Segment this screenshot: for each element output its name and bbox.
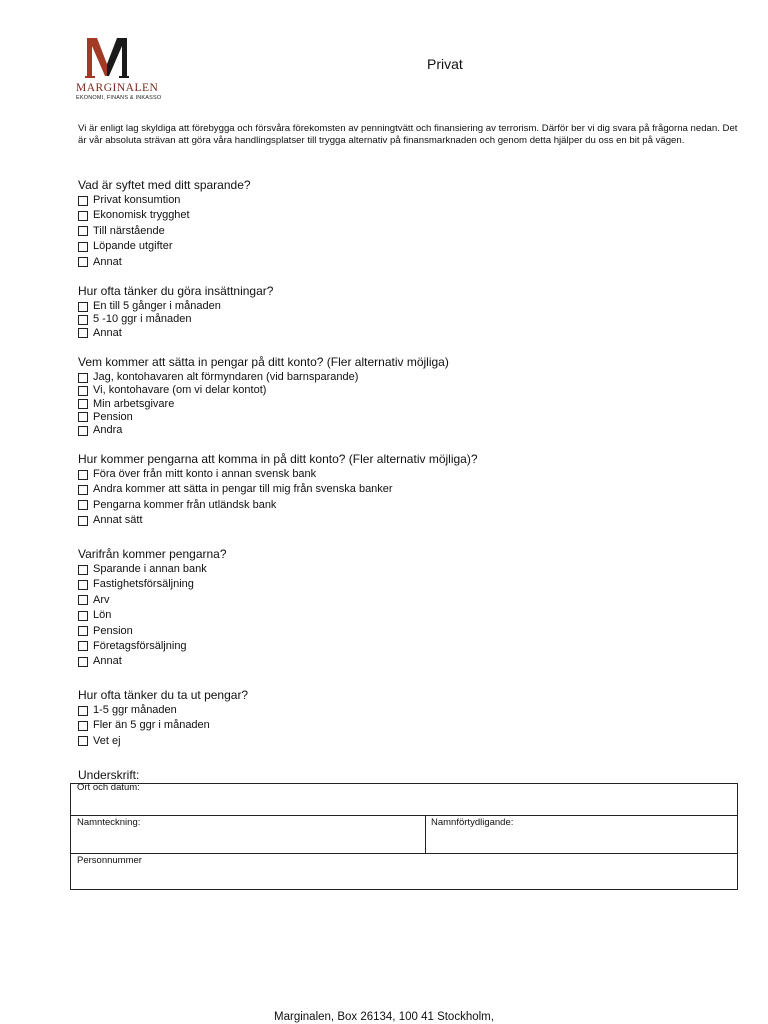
signature-heading: Underskrift: xyxy=(78,768,140,782)
intro-text: Vi är enligt lag skyldiga att förebygga och försvåra förekomsten av penningtvätt och finansiering av terrorism. Därför ber vi dig svara på frågorna nedan. Det är vår absoluta strävan att göra våra handlingsplatser till trygga alternativ på finansmarknaden och genom detta hjälper du oss en bit på vägen. xyxy=(78,123,738,146)
option-row[interactable] xyxy=(78,194,251,207)
checkbox[interactable] xyxy=(78,242,88,252)
option-label: Andra kommer att sätta in pengar till mig från svenska banker xyxy=(93,483,393,496)
company-logo xyxy=(76,36,166,101)
option-row[interactable] xyxy=(78,411,449,424)
option-label: Andra xyxy=(93,424,123,437)
checkbox[interactable] xyxy=(78,500,88,510)
option-label: Annat xyxy=(93,326,122,339)
question-section xyxy=(78,355,449,437)
option-row[interactable] xyxy=(78,719,248,732)
option-label: 1-5 ggr månaden xyxy=(93,704,177,716)
option-row[interactable] xyxy=(78,300,273,313)
checkbox[interactable] xyxy=(78,626,88,636)
option-label: Vi, kontohavare (om vi delar kontot) xyxy=(93,384,267,397)
checkbox[interactable] xyxy=(78,611,88,621)
checkbox[interactable] xyxy=(78,373,88,383)
option-label: Vet ej xyxy=(93,734,121,747)
personal-number-label: Personnummer xyxy=(77,855,142,866)
checkbox[interactable] xyxy=(78,470,88,480)
checkbox[interactable] xyxy=(78,595,88,605)
checkbox[interactable] xyxy=(78,257,88,267)
question-label: Hur ofta tänker du ta ut pengar? xyxy=(78,688,249,702)
checkbox[interactable] xyxy=(78,565,88,575)
checkbox[interactable] xyxy=(78,328,88,338)
signature-table xyxy=(70,783,738,890)
checkbox[interactable] xyxy=(78,657,88,667)
option-row[interactable] xyxy=(78,483,478,496)
checkbox[interactable] xyxy=(78,516,88,526)
option-label: Föra över från mitt konto i annan svensk bank xyxy=(93,468,317,480)
option-row[interactable] xyxy=(78,313,273,326)
checkbox[interactable] xyxy=(78,721,88,731)
option-row[interactable] xyxy=(78,225,251,238)
option-row[interactable] xyxy=(78,563,227,576)
option-label: Företagsförsäljning xyxy=(93,639,187,652)
place-date-label: Ort och datum: xyxy=(77,782,140,793)
option-label: Privat konsumtion xyxy=(93,194,181,206)
option-row[interactable] xyxy=(78,327,273,340)
question-label: Vad är syftet med ditt sparande? xyxy=(78,178,251,192)
option-label: Löpande utgifter xyxy=(93,240,173,253)
logo-m-mark-icon xyxy=(84,36,130,80)
option-row[interactable] xyxy=(78,514,478,527)
checkbox[interactable] xyxy=(78,412,88,422)
option-label: Pengarna kommer från utländsk bank xyxy=(93,498,277,511)
page-title: Privat xyxy=(427,56,463,72)
place-date-field[interactable] xyxy=(71,784,737,816)
option-row[interactable] xyxy=(78,256,251,269)
question-section xyxy=(78,452,478,527)
option-label: Fler än 5 ggr i månaden xyxy=(93,719,210,732)
option-row[interactable] xyxy=(78,240,251,253)
option-row[interactable] xyxy=(78,371,449,384)
checkbox[interactable] xyxy=(78,736,88,746)
option-row[interactable] xyxy=(78,625,227,638)
logo-tagline: EKONOMI, FINANS & INKASSO xyxy=(76,95,162,101)
option-label: 5 -10 ggr i månaden xyxy=(93,313,192,326)
question-section xyxy=(78,284,273,340)
option-label: Annat xyxy=(93,655,122,668)
option-label: Sparande i annan bank xyxy=(93,563,207,575)
question-section xyxy=(78,688,248,748)
option-row[interactable] xyxy=(78,594,227,607)
option-row[interactable] xyxy=(78,384,449,397)
option-label: Ekonomisk trygghet xyxy=(93,209,190,222)
option-label: Annat xyxy=(93,255,122,268)
cell-divider xyxy=(425,815,426,853)
question-label: Varifrån kommer pengarna? xyxy=(78,547,227,561)
option-label: Arv xyxy=(93,593,110,606)
option-row[interactable] xyxy=(78,735,248,748)
option-row[interactable] xyxy=(78,640,227,653)
signature-row xyxy=(71,816,737,854)
checkbox[interactable] xyxy=(78,706,88,716)
option-row[interactable] xyxy=(78,499,478,512)
option-label: Annat sätt xyxy=(93,514,143,527)
footer-address: Marginalen, Box 26134, 100 41 Stockholm, xyxy=(274,1011,494,1023)
question-label: Vem kommer att sätta in pengar på ditt konto? (Fler alternativ möjliga) xyxy=(78,355,449,369)
option-row[interactable] xyxy=(78,209,251,222)
option-label: Min arbetsgivare xyxy=(93,397,175,410)
checkbox[interactable] xyxy=(78,580,88,590)
option-label: En till 5 gånger i månaden xyxy=(93,300,221,312)
checkbox[interactable] xyxy=(78,641,88,651)
option-row[interactable] xyxy=(78,704,248,717)
checkbox[interactable] xyxy=(78,302,88,312)
question-section xyxy=(78,547,227,668)
checkbox[interactable] xyxy=(78,426,88,436)
option-label: Till närstående xyxy=(93,224,165,237)
personal-number-field[interactable] xyxy=(71,854,737,890)
checkbox[interactable] xyxy=(78,386,88,396)
checkbox[interactable] xyxy=(78,315,88,325)
option-row[interactable] xyxy=(78,655,227,668)
option-row[interactable] xyxy=(78,609,227,622)
option-row[interactable] xyxy=(78,398,449,411)
option-label: Pension xyxy=(93,410,133,423)
option-label: Pension xyxy=(93,624,133,637)
checkbox[interactable] xyxy=(78,399,88,409)
checkbox[interactable] xyxy=(78,196,88,206)
signature-label: Namnteckning: xyxy=(77,817,141,828)
name-clarification-label: Namnförtydligande: xyxy=(431,817,514,828)
question-label: Hur kommer pengarna att komma in på ditt konto? (Fler alternativ möjliga)? xyxy=(78,452,478,466)
question-section xyxy=(78,178,251,269)
option-label: Lön xyxy=(93,609,112,622)
checkbox[interactable] xyxy=(78,485,88,495)
option-row[interactable] xyxy=(78,424,449,437)
option-row[interactable] xyxy=(78,468,478,481)
checkbox[interactable] xyxy=(78,226,88,236)
logo-name: MARGINALEN xyxy=(76,82,159,94)
option-label: Jag, kontohavaren alt förmyndaren (vid barnsparande) xyxy=(93,371,359,383)
checkbox[interactable] xyxy=(78,211,88,221)
question-label: Hur ofta tänker du göra insättningar? xyxy=(78,284,274,298)
option-label: Fastighetsförsäljning xyxy=(93,578,194,591)
option-row[interactable] xyxy=(78,578,227,591)
